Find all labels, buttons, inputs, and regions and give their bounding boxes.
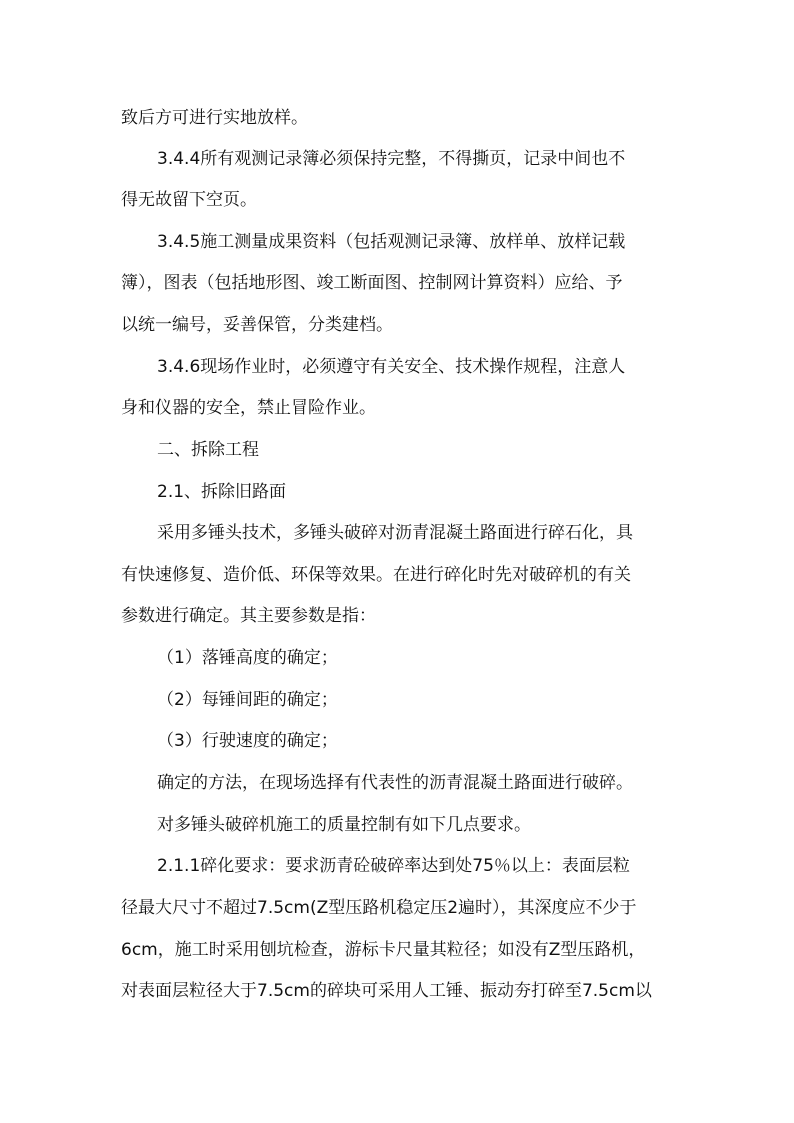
list-item: （3）行驶速度的确定； <box>157 731 338 751</box>
text-line: 确定的方法，在现场选择有代表性的沥青混凝土路面进行破碎。 <box>157 773 633 793</box>
text-line: 得无故留下空页。 <box>121 190 257 210</box>
text-line: 3.4.6现场作业时，必须遵守有关安全、技术操作规程，注意人 <box>157 357 626 377</box>
text-line: 身和仪器的安全，禁止冒险作业。 <box>121 398 376 418</box>
text-line: 2.1.1碎化要求：要求沥青砼破碎率达到处75％以上：表面层粒 <box>157 856 630 876</box>
section-heading: 二、拆除工程 <box>157 440 259 460</box>
text-line: 6cm，施工时采用刨坑检查，游标卡尺量其粒径；如没有Z型压路机， <box>121 940 646 960</box>
list-item: （1）落锤高度的确定； <box>157 648 338 668</box>
text-line: 参数进行确定。其主要参数是指： <box>121 606 376 626</box>
text-line: 采用多锤头技术，多锤头破碎对沥青混凝土路面进行碎石化，具 <box>157 523 633 543</box>
text-line: 对多锤头破碎机施工的质量控制有如下几点要求。 <box>157 815 531 835</box>
text-line: 有快速修复、造价低、环保等效果。在进行碎化时先对破碎机的有关 <box>121 565 631 585</box>
text-line: 以统一编号，妥善保管，分类建档。 <box>121 315 393 335</box>
text-line: 3.4.4所有观测记录簿必须保持完整，不得撕页，记录中间也不 <box>157 149 626 169</box>
text-line: 径最大尺寸不超过7.5cm(Z型压路机稳定压2遍时），其深度应不少于 <box>121 898 637 918</box>
text-line: 簿），图表（包括地形图、竣工断面图、控制网计算资料）应给、予 <box>121 273 623 293</box>
list-item: （2）每锤间距的确定； <box>157 690 338 710</box>
subsection-heading: 2.1、拆除旧路面 <box>157 482 287 502</box>
text-line: 对表面层粒径大于7.5cm的碎块可采用人工锤、振动夯打碎至7.5cm以 <box>121 981 652 1001</box>
text-line: 3.4.5施工测量成果资料（包括观测记录簿、放样单、放样记载 <box>157 232 626 252</box>
text-line: 致后方可进行实地放样。 <box>121 108 308 128</box>
